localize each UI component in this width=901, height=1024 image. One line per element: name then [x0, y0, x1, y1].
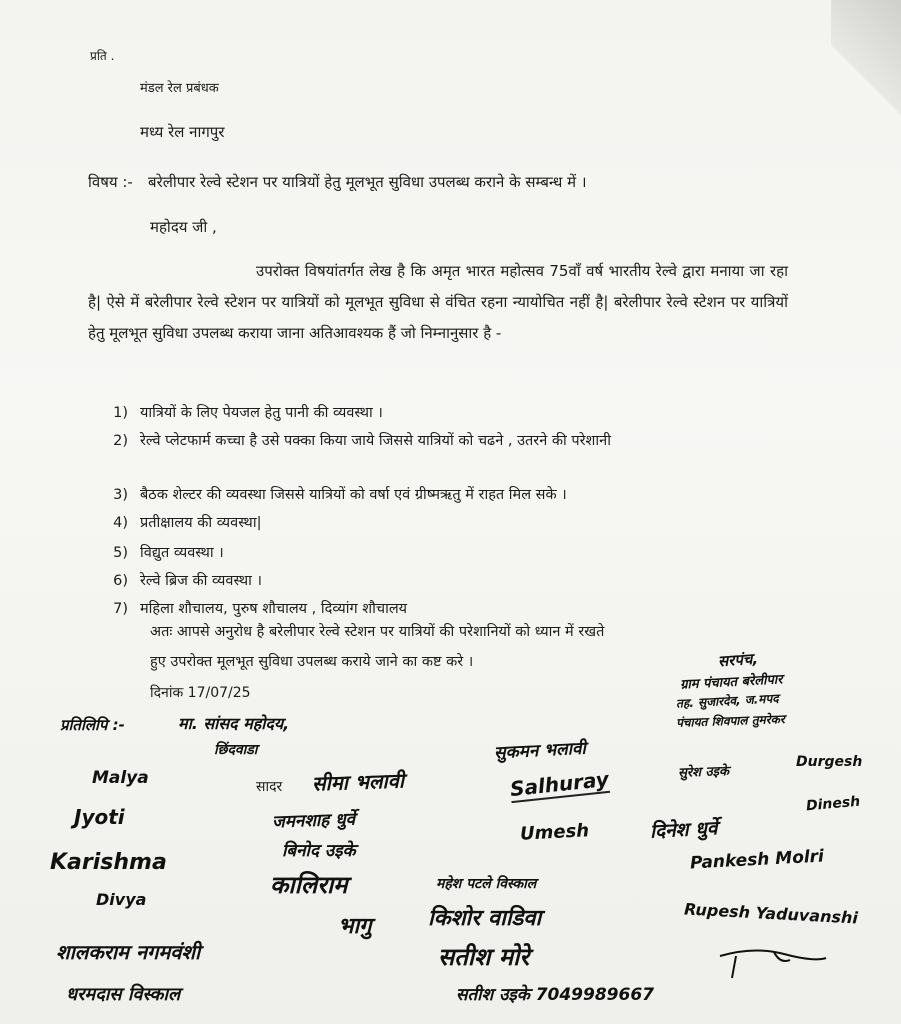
signature: भागु — [338, 914, 372, 939]
scribble-signature-icon — [714, 942, 834, 982]
letter-date: दिनांक 17/07/25 — [150, 685, 251, 701]
list-item: 2) रेल्वे प्लेटफार्म कच्चा है उसे पक्का किया जाये जिससे यात्रियों को चढने , उतरने की परेशानी — [113, 433, 611, 449]
request-line-1: अतः आपसे अनुरोध है बरेलीपार रेल्वे स्टेशन पर यात्रियों की परेशानियों को ध्यान में रखते — [150, 624, 605, 640]
signature: सुकमन भलावी — [493, 738, 587, 764]
signature: Dinesh — [805, 793, 861, 815]
signature: Umesh — [519, 820, 590, 845]
signature: Rupesh Yaduvanshi — [683, 899, 859, 928]
copy-label: प्रतिलिपि :- — [60, 716, 125, 734]
signature: सीमा भलावी — [311, 768, 405, 796]
signature: दिनेश धुर्वे — [649, 817, 718, 843]
list-item: 3) बैठक शेल्टर की व्यवस्था जिससे यात्रियों को वर्षा एवं ग्रीष्मऋतु में राहत मिल सके । — [113, 487, 567, 503]
signature: सतीश उइके 7049989667 — [456, 985, 654, 1005]
salutation: महोदय जी , — [150, 218, 217, 236]
recipient-designation: मंडल रेल प्रबंधक — [140, 81, 219, 96]
sarpanch-line-3: तह. सुजारदेव, ज.मपद — [675, 691, 779, 711]
prati-label: प्रति . — [90, 49, 115, 63]
signature: Jyoti — [74, 805, 125, 829]
signature: Karishma — [50, 850, 167, 875]
signature: Pankesh Molri — [689, 846, 825, 874]
list-item: 4) प्रतीक्षालय की व्यवस्था| — [113, 515, 262, 531]
signature: जमनशाह धुर्वे — [271, 809, 356, 833]
recipient-office: मध्य रेल नागपुर — [140, 123, 225, 141]
signature: बिनोद उइके — [282, 841, 356, 861]
signature: Divya — [96, 890, 147, 909]
copy-recipient: मा. सांसद महोदय, — [178, 714, 290, 733]
sarpanch-line-4: पंचायत शिवपाल तुमरेकर — [675, 712, 785, 730]
signature: सतीश मोरे — [438, 943, 530, 971]
subject-label: विषय :- — [88, 173, 133, 191]
subject-text: बरेलीपार रेल्वे स्टेशन पर यात्रियों हेतु मूलभूत सुविधा उपलब्ध कराने के सम्बन्ध में । — [148, 173, 587, 191]
list-item: 1) यात्रियों के लिए पेयजल हेतु पानी की व्यवस्था । — [113, 405, 383, 421]
list-item: 5) विद्युत व्यवस्था । — [113, 545, 224, 561]
signature: कालिराम — [270, 871, 348, 899]
signature: किशोर वाडिवा — [428, 906, 542, 931]
list-item: 6) रेल्वे ब्रिज की व्यवस्था । — [113, 573, 262, 589]
list-item: 7) महिला शौचालय, पुरुष शौचालय , दिव्यांग शौचालय — [113, 601, 408, 617]
request-line-2: हुए उपरोक्त मूलभूत सुविधा उपलब्ध कराये जाने का कष्ट करे । — [150, 654, 474, 670]
signature: Durgesh — [796, 754, 863, 770]
body-paragraph: उपरोक्त विषयांतर्गत लेख है कि अमृत भारत महोत्सव 75वाँ वर्ष भारतीय रेल्वे द्वारा मनाया जा रहा है| ऐसे में बरेलीपार रेल्वे स्टेशन पर यात्रियों को मूलभूत सुविधा से वंचित रहना न्यायोचित नहीं है| बरेलीपार रेल्वे स्टेशन पर यात्रियों हेतु मूलभूत सुविधा उपलब्ध कराया जाना अतिआवश्यक हैं जो निम्नानुसार है - — [88, 262, 788, 342]
signature: Salhuray — [508, 766, 610, 802]
folded-corner — [831, 0, 901, 120]
sarpanch-line-1: सरपंच, — [717, 649, 759, 671]
signature: सुरेश उइके — [677, 764, 730, 781]
copy-place: छिंदवाडा — [214, 742, 258, 758]
signature: शालकराम नगमवंशी — [56, 940, 201, 964]
signature: Malya — [92, 768, 149, 788]
sadar-text: सादर — [256, 779, 283, 795]
signature: धरमदास विस्काल — [66, 984, 181, 1005]
signature: महेश पटले विस्काल — [436, 876, 537, 892]
sarpanch-line-2: ग्राम पंचायत बरेलीपार — [679, 672, 783, 693]
